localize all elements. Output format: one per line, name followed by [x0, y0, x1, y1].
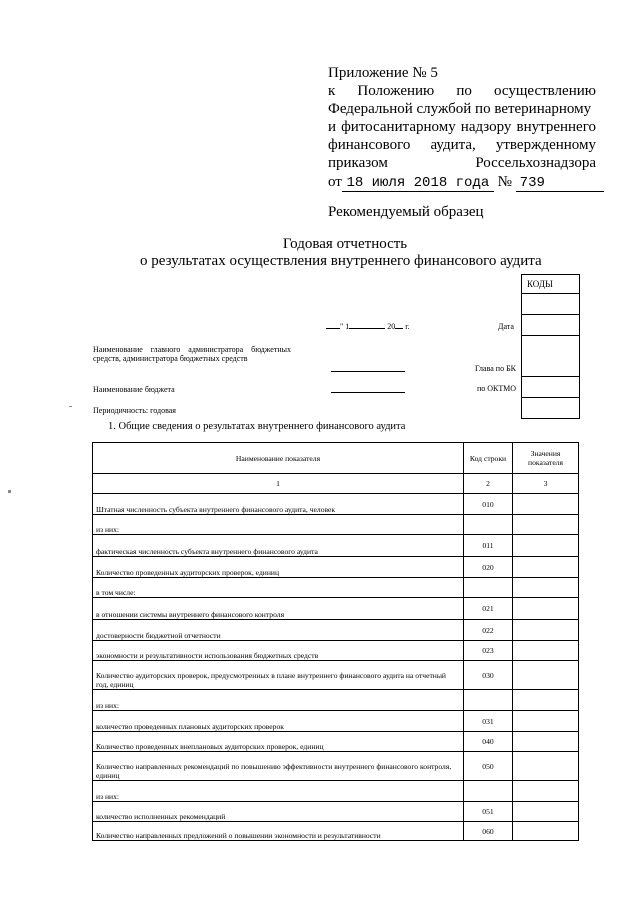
- appendix-line-2: к Положению по осуществлению: [328, 83, 596, 99]
- row-code: 051: [464, 802, 513, 822]
- page-subtitle: о результатах осуществления внутреннего финансового аудита: [140, 253, 542, 269]
- order-number: 739: [516, 176, 604, 192]
- oktmo-label: по ОКТМО: [477, 384, 517, 393]
- table-row: [93, 557, 579, 578]
- row-code: 050: [464, 752, 513, 781]
- table-row: [93, 578, 579, 598]
- row-value[interactable]: [513, 711, 579, 732]
- table-row: [93, 494, 579, 515]
- row-name: Количество направленных рекомендаций по повышению эффективности внутреннего финансового контроля, единиц: [93, 752, 464, 781]
- row-value[interactable]: [513, 690, 579, 711]
- row-value[interactable]: [513, 557, 579, 578]
- header-value: Значения показателя: [513, 443, 579, 474]
- row-value[interactable]: [513, 578, 579, 598]
- row-name: Количество направленных предложений о повышении экономности и результативности: [93, 822, 464, 841]
- row-name: Штатная численность субъекта внутреннего финансового аудита, человек: [93, 494, 464, 515]
- appendix-line-6: приказом Россельхознадзора: [328, 155, 596, 171]
- codes-cell-date: [522, 314, 579, 335]
- row-value[interactable]: [513, 802, 579, 822]
- table-row: [93, 661, 579, 690]
- table-row: [93, 732, 579, 752]
- row-value[interactable]: [513, 781, 579, 802]
- report-date-field: " 1 20 г.: [326, 322, 410, 331]
- scan-mark: [69, 406, 72, 407]
- order-date: 18 июля 2018 года: [342, 176, 494, 192]
- row-value[interactable]: [513, 752, 579, 781]
- codes-cell-1: [522, 293, 579, 314]
- recommended-sample-label: Рекомендуемый образец: [328, 204, 484, 220]
- codes-cell-glava: [522, 335, 579, 376]
- header-code: Код строки: [464, 443, 513, 474]
- appendix-line-5: финансового аудита, утвержденному: [328, 137, 596, 153]
- budget-blank[interactable]: [331, 392, 405, 393]
- appendix-line-3: Федеральной службой по ветеринарному: [328, 101, 592, 117]
- row-code: 010: [464, 494, 513, 515]
- row-code: 031: [464, 711, 513, 732]
- row-code: [464, 690, 513, 711]
- indicators-table: [92, 442, 579, 841]
- codes-header: КОДЫ: [527, 279, 553, 289]
- appendix-title: Приложение № 5: [328, 65, 438, 81]
- scan-mark: [8, 490, 11, 493]
- table-row: [93, 598, 579, 620]
- row-name: Количество проведенных внеплановых аудиторских проверок, единиц: [93, 732, 464, 752]
- codes-cell-oktmo: [522, 376, 579, 397]
- page-title: Годовая отчетность: [282, 236, 408, 252]
- table-row: [93, 822, 579, 841]
- table-row: [93, 752, 579, 781]
- row-name: в отношении системы внутреннего финансового контроля: [93, 598, 464, 620]
- date-label: Дата: [498, 322, 514, 331]
- row-name: из них:: [93, 781, 464, 802]
- row-name: количество исполненных рекомендаций: [93, 802, 464, 822]
- row-value[interactable]: [513, 620, 579, 641]
- row-value[interactable]: [513, 822, 579, 841]
- admin-label: Наименование главного администратора бюджетных средств, администратора бюджетных средств: [93, 345, 291, 363]
- order-date-line: от 18 июля 2018 года № 739: [328, 173, 596, 191]
- table-row: [93, 690, 579, 711]
- row-name: из них:: [93, 690, 464, 711]
- row-value[interactable]: [513, 732, 579, 752]
- row-code: 030: [464, 661, 513, 690]
- codes-cell-periodicity: [522, 397, 579, 418]
- row-code: 020: [464, 557, 513, 578]
- row-name: достоверности бюджетной отчетности: [93, 620, 464, 641]
- glava-label: Глава по БК: [475, 364, 516, 373]
- row-value[interactable]: [513, 598, 579, 620]
- row-code: 023: [464, 641, 513, 661]
- row-name: Количество проведенных аудиторских проверок, единиц: [93, 557, 464, 578]
- table-row: [93, 802, 579, 822]
- row-name: экономности и результативности использования бюджетных средств: [93, 641, 464, 661]
- row-code: 060: [464, 822, 513, 841]
- row-value[interactable]: [513, 535, 579, 557]
- appendix-line-4: и фитосанитарному надзору внутреннего: [328, 119, 596, 135]
- row-name: Количество аудиторских проверок, предусмотренных в плане внутреннего финансового аудита на отчетный год, единиц: [93, 661, 464, 690]
- row-code: 040: [464, 732, 513, 752]
- table-row: [93, 781, 579, 802]
- table-row: [93, 711, 579, 732]
- table-row: [93, 515, 579, 535]
- appendix-header: [328, 64, 596, 191]
- row-value[interactable]: [513, 641, 579, 661]
- row-value[interactable]: [513, 494, 579, 515]
- table-row: [93, 535, 579, 557]
- row-code: 022: [464, 620, 513, 641]
- table-row: [93, 620, 579, 641]
- table-header-row: [93, 443, 579, 474]
- row-code: 021: [464, 598, 513, 620]
- budget-label: Наименование бюджета: [93, 385, 175, 394]
- row-name: из них:: [93, 515, 464, 535]
- row-code: [464, 578, 513, 598]
- row-code: 011: [464, 535, 513, 557]
- row-value[interactable]: [513, 515, 579, 535]
- row-name: количество проведенных плановых аудиторских проверок: [93, 711, 464, 732]
- section-1-title: 1. Общие сведения о результатах внутреннего финансового аудита: [108, 421, 406, 432]
- header-name: Наименование показателя: [93, 443, 464, 474]
- periodicity-label: Периодичность: годовая: [93, 406, 176, 415]
- row-value[interactable]: [513, 661, 579, 690]
- table-row: [93, 641, 579, 661]
- row-code: [464, 515, 513, 535]
- codes-box: [521, 274, 580, 419]
- row-name: в том числе:: [93, 578, 464, 598]
- admin-blank[interactable]: [331, 371, 405, 372]
- row-name: фактическая численность субъекта внутреннего финансового аудита: [93, 535, 464, 557]
- table-number-row: 1 2 3: [93, 474, 579, 494]
- row-code: [464, 781, 513, 802]
